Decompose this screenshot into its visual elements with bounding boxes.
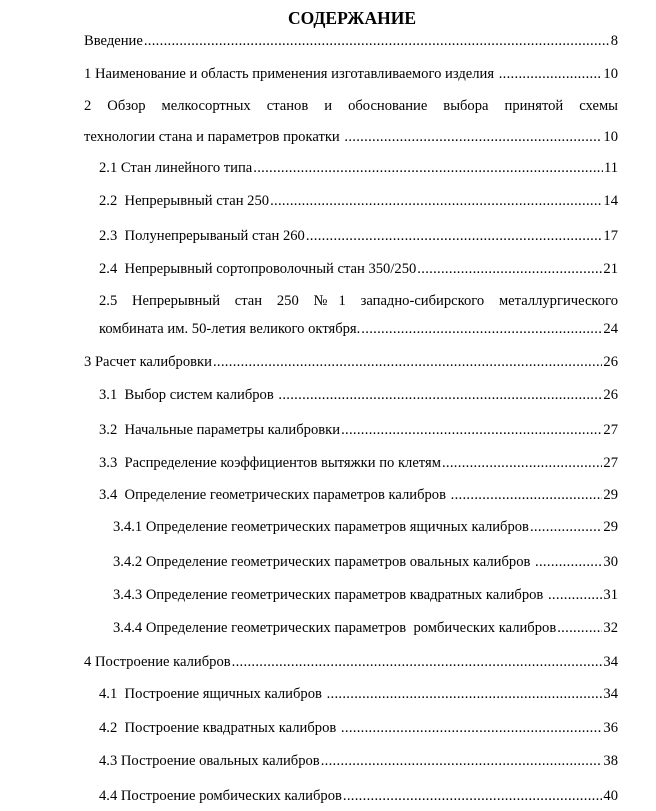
toc-entry[interactable] [99, 786, 618, 806]
toc-entry-text: 2.4 Непрерывный сортопроволочный стан 350/250 [99, 261, 417, 277]
dot-leader [341, 718, 602, 738]
toc-entry-text: 3.1 Выбор систем калибров [99, 387, 278, 403]
toc-entry-text: 3.3 Распределение коэффициентов вытяжки по клетям [99, 455, 441, 471]
toc-page-number: 34 [603, 686, 618, 702]
toc-entry-text: 2.5 Непрерывный стан 250 №1 западно-сибирского металлургического [99, 293, 618, 309]
toc-entry-text: 3 Расчет калибровки [84, 354, 212, 370]
toc-entry-text: 4.1 Построение ящичных калибров [99, 686, 326, 702]
toc-entry-line[interactable] [84, 96, 618, 116]
toc-page-number: 24 [603, 321, 618, 337]
toc-entry-text: 3.4.4 Определение геометрических параметров ромбических калибров [113, 620, 557, 636]
toc-entry-text: 3.4.2 Определение геометрических параметров овальных калибров [113, 554, 535, 570]
toc-page-number: 14 [603, 193, 618, 209]
toc-page-number: 30 [603, 554, 618, 570]
toc-page-number: 29 [603, 519, 618, 535]
toc-entry-text: 2.3 Полунепрерываный стан 260 [99, 228, 305, 244]
dot-leader [530, 517, 602, 537]
dot-leader [253, 158, 603, 178]
toc-entry-text: 4 Построение калибров [84, 654, 231, 670]
dot-leader [417, 259, 602, 279]
toc-entry-line[interactable] [99, 291, 618, 311]
toc-entry-text: 3.4 Определение геометрических параметров калибров [99, 487, 450, 503]
toc-page-number: 10 [603, 66, 618, 82]
dot-leader [344, 127, 602, 147]
toc-entry-text: комбината им. 50-летия великого октября. [99, 321, 361, 337]
toc-page-number: 8 [610, 33, 618, 49]
dot-leader [361, 319, 602, 339]
dot-leader [341, 420, 602, 440]
toc-page-number: 26 [603, 387, 618, 403]
toc-page-number: 29 [603, 487, 618, 503]
toc-entry-text: 4.2 Построение квадратных калибров [99, 720, 340, 736]
toc-entry[interactable] [99, 226, 618, 246]
dot-leader [557, 618, 602, 638]
dot-leader [270, 191, 602, 211]
toc-entry-text: 2.2 Непрерывный стан 250 [99, 193, 270, 209]
toc-page-number: 17 [603, 228, 618, 244]
toc-entry-text: 1 Наименование и область применения изготавливаемого изделия [84, 66, 498, 82]
toc-entry[interactable] [84, 127, 618, 147]
dot-leader [306, 226, 603, 246]
toc-page-number: 21 [603, 261, 618, 277]
dot-leader [535, 552, 602, 572]
dot-leader [327, 684, 603, 704]
dot-leader [321, 751, 603, 771]
dot-leader [278, 385, 602, 405]
toc-page-number: 31 [603, 587, 618, 603]
toc-page-number: 10 [603, 129, 618, 145]
toc-entry[interactable] [99, 751, 618, 771]
toc-entry[interactable] [84, 652, 618, 672]
toc-page-number: 11 [603, 160, 618, 176]
toc-entry[interactable] [99, 385, 618, 405]
toc-entry[interactable] [99, 158, 618, 178]
toc-entry[interactable] [113, 552, 618, 572]
toc-entry-text: 3.4.3 Определение геометрических параметров квадратных калибров [113, 587, 547, 603]
toc-page-number: 27 [603, 455, 618, 471]
dot-leader [442, 453, 602, 473]
toc-entry-text: 4.4 Построение ромбических калибров [99, 788, 342, 804]
toc-entry-text: технологии стана и параметров прокатки [84, 129, 344, 145]
toc-title: СОДЕРЖАНИЕ [287, 8, 416, 28]
toc-entry-text: Введение [84, 33, 143, 49]
dot-leader [451, 485, 603, 505]
toc-entry[interactable] [113, 618, 618, 638]
toc-page-number: 36 [603, 720, 618, 736]
toc-entry-text: 3.2 Начальные параметры калибровки [99, 422, 341, 438]
toc-entry[interactable] [99, 420, 618, 440]
toc-entry[interactable] [99, 485, 618, 505]
toc-entry[interactable] [99, 191, 618, 211]
toc-page-number: 40 [603, 788, 618, 804]
toc-page-number: 32 [603, 620, 618, 636]
toc-entry[interactable] [99, 718, 618, 738]
toc-page-number: 27 [603, 422, 618, 438]
toc-entry[interactable] [99, 453, 618, 473]
dot-leader [499, 64, 603, 84]
dot-leader [144, 31, 610, 51]
toc-page-number: 38 [603, 753, 618, 769]
toc-entry-text: 3.4.1 Определение геометрических параметров ящичных калибров [113, 519, 529, 535]
toc-entry[interactable] [84, 64, 618, 84]
toc-entry[interactable] [113, 585, 618, 605]
dot-leader [548, 585, 602, 605]
toc-entry-text: 2 Обзор мелкосортных станов и обоснование выбора принятой схемы [84, 98, 618, 114]
toc-entry[interactable] [84, 31, 618, 51]
dot-leader [213, 352, 602, 372]
toc-entry-text: 2.1 Стан линейного типа [99, 160, 253, 176]
toc-page-number: 34 [603, 654, 618, 670]
dot-leader [343, 786, 603, 806]
toc-entry[interactable] [99, 319, 618, 339]
toc-entry[interactable] [99, 684, 618, 704]
toc-entry[interactable] [99, 259, 618, 279]
toc-entry[interactable] [84, 352, 618, 372]
toc-page-number: 26 [603, 354, 618, 370]
dot-leader [232, 652, 603, 672]
toc-entry-text: 4.3 Построение овальных калибров [99, 753, 320, 769]
toc-entry[interactable] [113, 517, 618, 537]
